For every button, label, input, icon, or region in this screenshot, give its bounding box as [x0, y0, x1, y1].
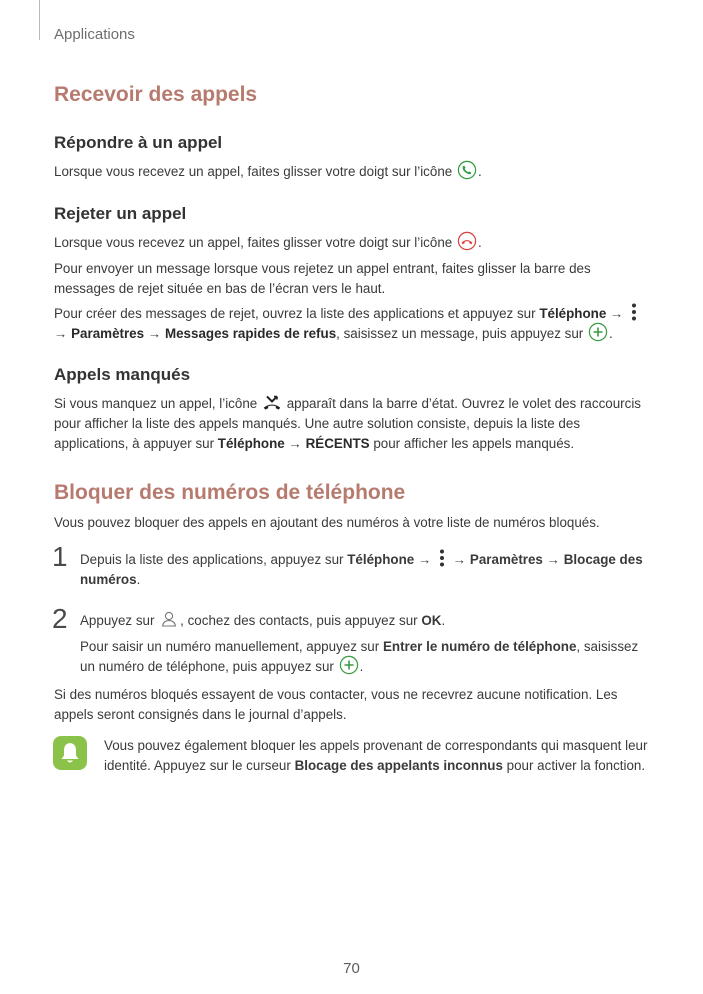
section-title-receive: Recevoir des appels: [54, 83, 258, 106]
heading-reject-call: Rejeter un appel: [54, 204, 187, 223]
paragraph-reject-messages: Pour envoyer un message lorsque vous rejetez un appel entrant, faites glisser la barre des messages de rejet située en bas de l’écran vers le haut.: [54, 261, 591, 296]
step-1-text: Depuis la liste des applications, appuyez sur Téléphone → → Paramètres → Blocage des numéros.: [80, 550, 655, 590]
chapter-label: Applications: [54, 26, 135, 43]
contact-icon: [159, 609, 179, 629]
note-text: Vous pouvez également bloquer les appels provenant de correspondants qui masquent leur identité. Appuyez sur le curseur Blocage des appelants inconnus pour activer la fonction.: [104, 738, 648, 773]
phone-answer-icon: [457, 160, 477, 180]
add-icon: [588, 322, 608, 342]
header-rule: [39, 0, 40, 40]
paragraph-answer-call: Lorsque vous recevez un appel, faites glisser votre doigt sur l’icône .: [54, 162, 654, 182]
page-number: 70: [343, 960, 360, 977]
more-options-icon: [630, 302, 638, 322]
heading-answer-call: Répondre à un appel: [54, 133, 223, 152]
step-number: 1: [52, 541, 68, 572]
add-icon: [339, 655, 359, 675]
phone-reject-icon: [457, 231, 477, 251]
step-2-text: Appuyez sur , cochez des contacts, puis appuyez sur OK.: [80, 611, 655, 631]
note-bell-icon: [53, 736, 87, 770]
section-title-block: Bloquer des numéros de téléphone: [54, 481, 406, 504]
paragraph-block-intro: Vous pouvez bloquer des appels en ajoutant des numéros à votre liste de numéros bloqués.: [54, 515, 600, 530]
missed-call-icon: [262, 392, 282, 412]
more-options-icon: [438, 548, 446, 568]
paragraph-missed-calls: Si vous manquez un appel, l’icône apparaît dans la barre d’état. Ouvrez le volet des raccourcis pour afficher la liste des appels manqués. Une autre solution consiste, depuis la liste des applications, à appuyer sur Téléphone → RÉCENTS pour afficher les appels manqués.: [54, 394, 654, 454]
paragraph-reject-call: Lorsque vous recevez un appel, faites glisser votre doigt sur l’icône .: [54, 233, 654, 253]
paragraph-create-reject-messages: Pour créer des messages de rejet, ouvrez la liste des applications et appuyez sur Téléphone → → Paramètres → Messages rapides de refus, saisissez un message, puis appuyez sur .: [54, 304, 654, 344]
heading-missed-calls: Appels manqués: [54, 365, 191, 384]
step-2-subtext: Pour saisir un numéro manuellement, appuyez sur Entrer le numéro de téléphone, saisissez un numéro de téléphone, puis appuyez sur .: [80, 639, 639, 674]
step-number: 2: [52, 603, 68, 634]
paragraph-blocked-numbers: Si des numéros bloqués essayent de vous contacter, vous ne recevrez aucune notification. Les appels seront consignés dans le journal d’appels.: [54, 687, 618, 722]
